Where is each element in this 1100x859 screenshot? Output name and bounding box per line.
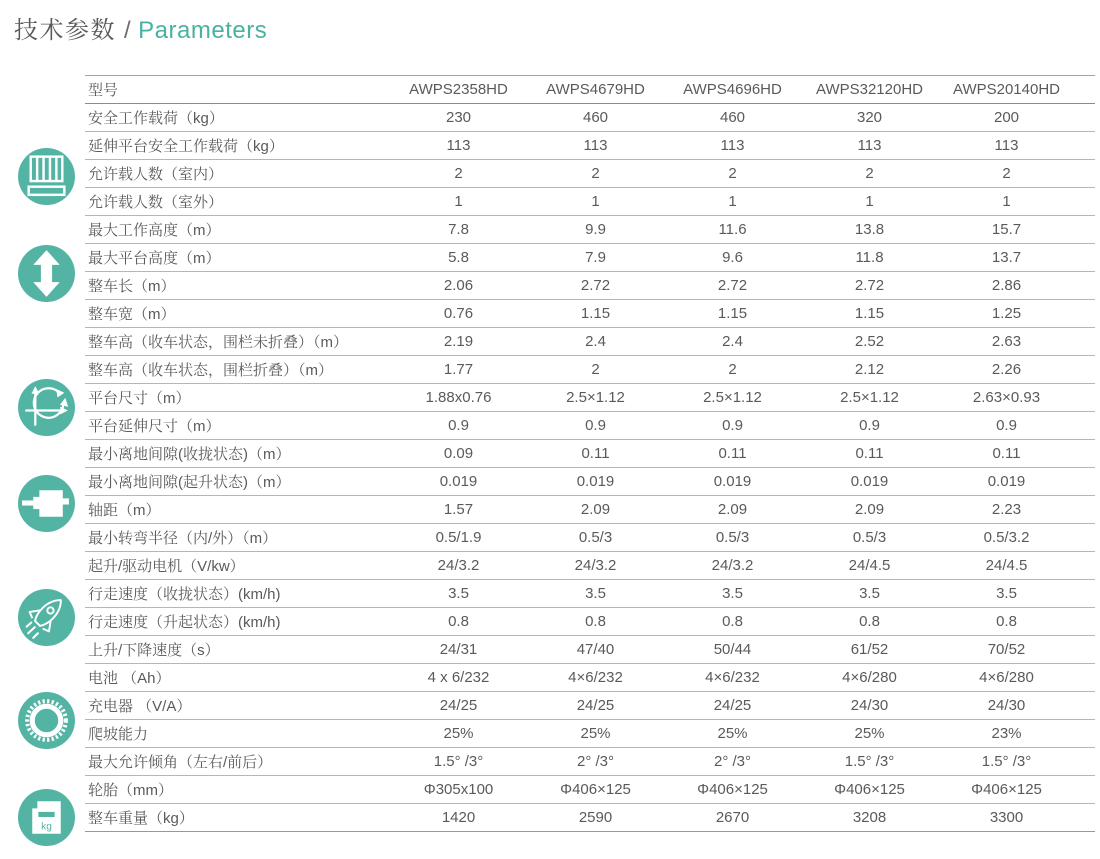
table-row	[85, 272, 1095, 300]
row-label: 允许载人数（室内）	[85, 160, 390, 188]
row-value: 2.5×1.12	[664, 384, 801, 412]
row-filler-cell	[1075, 244, 1095, 272]
row-value: 113	[664, 132, 801, 160]
row-value: 1	[390, 188, 527, 216]
row-filler-cell	[1075, 580, 1095, 608]
row-value: 0.019	[664, 468, 801, 496]
row-filler-cell	[1075, 132, 1095, 160]
table-row	[85, 468, 1095, 496]
table-row	[85, 692, 1095, 720]
row-value: 47/40	[527, 636, 664, 664]
row-value: 11.6	[664, 216, 801, 244]
row-value: 0.8	[390, 608, 527, 636]
row-value: 0.11	[801, 440, 938, 468]
row-value: 0.11	[938, 440, 1075, 468]
row-label: 整车宽（m）	[85, 300, 390, 328]
row-label: 整车重量（kg）	[85, 804, 390, 832]
row-filler-cell	[1075, 552, 1095, 580]
row-value: 0.019	[390, 468, 527, 496]
platform-railing-icon	[18, 148, 75, 205]
row-value: Φ406×125	[527, 776, 664, 804]
parameters-table	[85, 75, 1095, 832]
row-value: 11.8	[801, 244, 938, 272]
platform-dimensions-icon	[18, 379, 75, 436]
row-value: 24/4.5	[801, 552, 938, 580]
row-value: 0.019	[801, 468, 938, 496]
row-value: 3208	[801, 804, 938, 832]
page-title	[14, 10, 267, 45]
row-value: 200	[938, 104, 1075, 132]
table-row	[85, 356, 1095, 384]
row-value: 2.5×1.12	[801, 384, 938, 412]
row-label: 安全工作载荷（kg）	[85, 104, 390, 132]
row-value: 0.9	[938, 412, 1075, 440]
row-value: 0.9	[801, 412, 938, 440]
row-value: 1	[801, 188, 938, 216]
row-value: 4×6/280	[938, 664, 1075, 692]
row-value: 9.6	[664, 244, 801, 272]
row-value: 2° /3°	[664, 748, 801, 776]
row-value: 23%	[938, 720, 1075, 748]
parameters-table-body	[85, 104, 1095, 832]
row-value: 1.5° /3°	[938, 748, 1075, 776]
table-row	[85, 608, 1095, 636]
row-value: 0.5/3.2	[938, 524, 1075, 552]
row-value: 25%	[801, 720, 938, 748]
row-filler-cell	[1075, 692, 1095, 720]
header-model-name: AWPS4679HD	[527, 76, 664, 104]
table-row	[85, 132, 1095, 160]
table-row	[85, 328, 1095, 356]
row-value: 2.09	[801, 496, 938, 524]
row-value: 2.86	[938, 272, 1075, 300]
table-row	[85, 188, 1095, 216]
row-value: 4 x 6/232	[390, 664, 527, 692]
header-model-label: 型号	[85, 76, 390, 104]
row-label: 最大平台高度（m）	[85, 244, 390, 272]
row-label: 整车高（收车状态，围栏未折叠）（m）	[85, 328, 390, 356]
row-value: 5.8	[390, 244, 527, 272]
row-value: 0.5/3	[664, 524, 801, 552]
row-value: 113	[390, 132, 527, 160]
table-row	[85, 244, 1095, 272]
speed-rocket-icon	[18, 589, 75, 646]
row-value: 2.63×0.93	[938, 384, 1075, 412]
row-value: 24/31	[390, 636, 527, 664]
row-filler-cell	[1075, 412, 1095, 440]
row-filler-cell	[1075, 720, 1095, 748]
table-row	[85, 440, 1095, 468]
table-row	[85, 664, 1095, 692]
row-value: 2.4	[527, 328, 664, 356]
weight-kg-label: kg	[41, 821, 52, 833]
row-value: 3300	[938, 804, 1075, 832]
row-label: 行走速度（升起状态）(km/h)	[85, 608, 390, 636]
row-value: 24/4.5	[938, 552, 1075, 580]
row-label: 充电器 （V/A）	[85, 692, 390, 720]
row-value: 2.72	[801, 272, 938, 300]
row-value: Φ406×125	[801, 776, 938, 804]
table-row	[85, 412, 1095, 440]
row-filler-cell	[1075, 664, 1095, 692]
row-value: 25%	[664, 720, 801, 748]
row-label: 电池 （Ah）	[85, 664, 390, 692]
row-value: 24/25	[664, 692, 801, 720]
row-value: 61/52	[801, 636, 938, 664]
row-value: 2.72	[527, 272, 664, 300]
row-value: 3.5	[390, 580, 527, 608]
row-label: 延伸平台安全工作载荷（kg）	[85, 132, 390, 160]
row-value: 0.76	[390, 300, 527, 328]
row-value: 24/3.2	[664, 552, 801, 580]
row-value: 7.9	[527, 244, 664, 272]
title-separator: /	[124, 17, 133, 44]
row-label: 最小离地间隙(起升状态)（m）	[85, 468, 390, 496]
row-value: 2.09	[527, 496, 664, 524]
table-row	[85, 104, 1095, 132]
table-row	[85, 384, 1095, 412]
row-label: 平台尺寸（m）	[85, 384, 390, 412]
row-value: 0.8	[938, 608, 1075, 636]
row-filler-cell	[1075, 776, 1095, 804]
row-value: 1.15	[801, 300, 938, 328]
row-filler-cell	[1075, 384, 1095, 412]
row-value: 2.09	[664, 496, 801, 524]
row-label: 起升/驱动电机（V/kw）	[85, 552, 390, 580]
drive-motor-icon	[18, 475, 75, 532]
table-row	[85, 300, 1095, 328]
row-value: 2.26	[938, 356, 1075, 384]
row-value: 0.8	[527, 608, 664, 636]
row-value: 0.5/3	[527, 524, 664, 552]
weight-kg-icon	[18, 789, 75, 846]
row-value: 2.06	[390, 272, 527, 300]
row-value: 2.23	[938, 496, 1075, 524]
row-value: 0.11	[664, 440, 801, 468]
row-value: 4×6/232	[664, 664, 801, 692]
row-value: 3.5	[527, 580, 664, 608]
row-value: 2.12	[801, 356, 938, 384]
row-value: 2	[801, 160, 938, 188]
row-value: 2590	[527, 804, 664, 832]
row-value: 1.25	[938, 300, 1075, 328]
row-value: 2.19	[390, 328, 527, 356]
row-value: 2	[527, 356, 664, 384]
row-value: 0.9	[664, 412, 801, 440]
row-label: 轴距（m）	[85, 496, 390, 524]
row-value: Φ406×125	[664, 776, 801, 804]
row-value: 25%	[390, 720, 527, 748]
row-value: 2.72	[664, 272, 801, 300]
row-value: 9.9	[527, 216, 664, 244]
row-label: 爬坡能力	[85, 720, 390, 748]
table-header-row	[85, 76, 1095, 104]
table-row	[85, 580, 1095, 608]
row-label: 行走速度（收拢状态）(km/h)	[85, 580, 390, 608]
row-label: 轮胎（mm）	[85, 776, 390, 804]
row-filler-cell	[1075, 636, 1095, 664]
header-model-name: AWPS4696HD	[664, 76, 801, 104]
header-model-name: AWPS2358HD	[390, 76, 527, 104]
row-value: 2	[938, 160, 1075, 188]
row-filler-cell	[1075, 188, 1095, 216]
row-filler-cell	[1075, 300, 1095, 328]
row-filler-cell	[1075, 468, 1095, 496]
row-filler-cell	[1075, 748, 1095, 776]
row-value: 1.88x0.76	[390, 384, 527, 412]
row-label: 整车长（m）	[85, 272, 390, 300]
row-value: Φ305x100	[390, 776, 527, 804]
table-row	[85, 524, 1095, 552]
row-value: 0.8	[664, 608, 801, 636]
row-value: 0.5/1.9	[390, 524, 527, 552]
row-value: 1.57	[390, 496, 527, 524]
table-row	[85, 804, 1095, 832]
row-label: 最大允许倾角（左右/前后）	[85, 748, 390, 776]
row-value: 1420	[390, 804, 527, 832]
row-value: 2	[664, 356, 801, 384]
row-value: 7.8	[390, 216, 527, 244]
row-filler-cell	[1075, 104, 1095, 132]
table-row	[85, 496, 1095, 524]
row-value: 0.8	[801, 608, 938, 636]
row-value: 4×6/280	[801, 664, 938, 692]
row-value: 4×6/232	[527, 664, 664, 692]
row-value: 1	[938, 188, 1075, 216]
row-filler-cell	[1075, 272, 1095, 300]
row-value: 2.5×1.12	[527, 384, 664, 412]
row-label: 允许载人数（室外）	[85, 188, 390, 216]
row-label: 最大工作高度（m）	[85, 216, 390, 244]
row-value: 0.019	[527, 468, 664, 496]
row-filler-cell	[1075, 440, 1095, 468]
row-value: 24/25	[390, 692, 527, 720]
row-value: 1.5° /3°	[801, 748, 938, 776]
row-value: 113	[801, 132, 938, 160]
row-label: 上升/下降速度（s）	[85, 636, 390, 664]
row-value: 113	[938, 132, 1075, 160]
row-value: 25%	[527, 720, 664, 748]
row-value: 460	[664, 104, 801, 132]
row-label: 整车高（收车状态，围栏折叠）（m）	[85, 356, 390, 384]
row-label: 最小转弯半径（内/外）（m）	[85, 524, 390, 552]
table-row	[85, 636, 1095, 664]
row-value: 24/25	[527, 692, 664, 720]
row-value: 2.52	[801, 328, 938, 356]
header-model-name: AWPS32120HD	[801, 76, 938, 104]
row-value: 24/3.2	[390, 552, 527, 580]
table-row	[85, 720, 1095, 748]
table-row	[85, 776, 1095, 804]
row-value: 2.63	[938, 328, 1075, 356]
row-value: 13.7	[938, 244, 1075, 272]
row-value: 0.019	[938, 468, 1075, 496]
row-value: 0.09	[390, 440, 527, 468]
page-title-zh: 技术参数	[14, 17, 116, 44]
row-value: 2° /3°	[527, 748, 664, 776]
row-filler-cell	[1075, 496, 1095, 524]
row-value: 2	[390, 160, 527, 188]
table-row	[85, 748, 1095, 776]
row-filler-cell	[1075, 328, 1095, 356]
header-filler-cell	[1075, 76, 1095, 104]
row-value: 0.11	[527, 440, 664, 468]
row-value: 50/44	[664, 636, 801, 664]
row-filler-cell	[1075, 356, 1095, 384]
table-row	[85, 216, 1095, 244]
row-value: Φ406×125	[938, 776, 1075, 804]
row-filler-cell	[1075, 216, 1095, 244]
row-value: 0.9	[527, 412, 664, 440]
row-value: 3.5	[938, 580, 1075, 608]
row-value: 2670	[664, 804, 801, 832]
row-value: 13.8	[801, 216, 938, 244]
table-row	[85, 552, 1095, 580]
row-value: 0.9	[390, 412, 527, 440]
row-value: 24/3.2	[527, 552, 664, 580]
row-filler-cell	[1075, 160, 1095, 188]
row-filler-cell	[1075, 608, 1095, 636]
row-value: 320	[801, 104, 938, 132]
row-filler-cell	[1075, 804, 1095, 832]
row-value: 1	[664, 188, 801, 216]
row-value: 24/30	[801, 692, 938, 720]
height-range-arrow-icon	[18, 245, 75, 302]
row-value: 1	[527, 188, 664, 216]
row-label: 最小离地间隙(收拢状态)（m）	[85, 440, 390, 468]
row-label: 平台延伸尺寸（m）	[85, 412, 390, 440]
row-value: 460	[527, 104, 664, 132]
page-title-en: Parameters	[138, 17, 268, 44]
charger-gear-icon	[18, 692, 75, 749]
row-value: 0.5/3	[801, 524, 938, 552]
row-value: 2	[527, 160, 664, 188]
row-value: 1.5° /3°	[390, 748, 527, 776]
row-filler-cell	[1075, 524, 1095, 552]
row-value: 3.5	[664, 580, 801, 608]
row-value: 113	[527, 132, 664, 160]
row-value: 1.15	[527, 300, 664, 328]
row-value: 1.77	[390, 356, 527, 384]
row-value: 3.5	[801, 580, 938, 608]
row-value: 1.15	[664, 300, 801, 328]
row-value: 2.4	[664, 328, 801, 356]
row-value: 230	[390, 104, 527, 132]
table-row	[85, 160, 1095, 188]
row-value: 24/30	[938, 692, 1075, 720]
header-model-name: AWPS20140HD	[938, 76, 1075, 104]
row-value: 15.7	[938, 216, 1075, 244]
row-value: 70/52	[938, 636, 1075, 664]
row-value: 2	[664, 160, 801, 188]
